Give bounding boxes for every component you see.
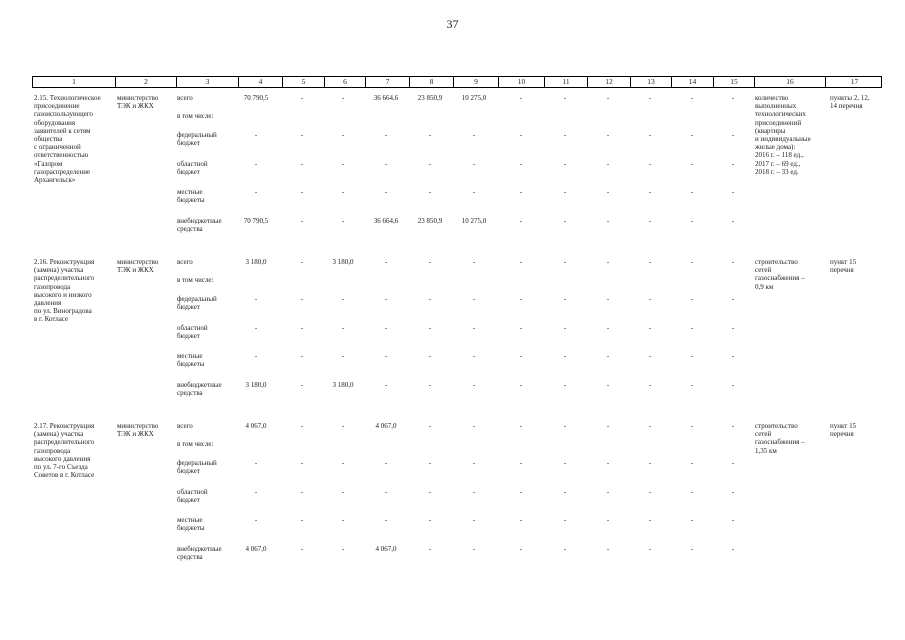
value-cell: -	[731, 516, 735, 524]
value-cell: -	[384, 258, 388, 266]
value-cell: -	[563, 352, 567, 360]
value-cell: -	[472, 545, 476, 553]
value-cell: -	[254, 131, 258, 139]
value-cell: 3 180,0	[245, 381, 267, 389]
value-cell: -	[254, 295, 258, 303]
value-cell: -	[384, 488, 388, 496]
value-cell: -	[428, 516, 432, 524]
header-cell: 2	[115, 77, 176, 87]
header-cell: 12	[587, 77, 630, 87]
value-cell: -	[606, 258, 610, 266]
value-cell: -	[690, 516, 694, 524]
value-cell: -	[472, 488, 476, 496]
value-cell: -	[519, 422, 523, 430]
value-cell: -	[384, 160, 388, 168]
value-cell: -	[690, 352, 694, 360]
executor: министерство ТЭК и ЖКХ	[117, 422, 159, 439]
value-cell: -	[254, 160, 258, 168]
header-cell: 1	[72, 77, 76, 86]
value-cell: -	[428, 160, 432, 168]
value-cell: -	[300, 381, 304, 389]
value-cell: -	[472, 188, 476, 196]
funding-source: всего	[177, 94, 193, 102]
value-cell: -	[519, 295, 523, 303]
funding-source: внебюджетные средства	[177, 217, 222, 234]
value-cell: -	[519, 131, 523, 139]
value-cell: -	[254, 352, 258, 360]
value-cell: -	[606, 94, 610, 102]
funding-source: внебюджетные средства	[177, 381, 222, 398]
value-cell: -	[472, 131, 476, 139]
value-cell: -	[472, 381, 476, 389]
value-cell: -	[428, 131, 432, 139]
value-cell: -	[428, 422, 432, 430]
value-cell: -	[648, 459, 652, 467]
page-number: 37	[446, 17, 459, 31]
measure-name: 2.16. Реконструкция (замена) участка распределительного газопровода высокого и низкого давления по ул. Виноградова в г. Котласе	[34, 258, 95, 324]
value-cell: -	[428, 352, 432, 360]
value-cell: -	[300, 488, 304, 496]
value-cell: -	[472, 258, 476, 266]
value-cell: -	[563, 258, 567, 266]
value-cell: -	[519, 188, 523, 196]
header-cell: 10	[498, 77, 544, 87]
value-cell: -	[341, 516, 345, 524]
value-cell: -	[648, 324, 652, 332]
value-cell: -	[341, 131, 345, 139]
value-cell: -	[563, 94, 567, 102]
value-cell: -	[300, 422, 304, 430]
value-cell: 70 790,5	[243, 94, 269, 102]
value-cell: -	[731, 422, 735, 430]
value-cell: 36 664,6	[373, 217, 399, 225]
value-cell: -	[606, 131, 610, 139]
value-cell: -	[731, 324, 735, 332]
value-cell: -	[606, 381, 610, 389]
value-cell: -	[341, 94, 345, 102]
value-cell: -	[472, 324, 476, 332]
value-cell: -	[690, 217, 694, 225]
value-cell: -	[384, 459, 388, 467]
value-cell: -	[341, 324, 345, 332]
value-cell: -	[254, 459, 258, 467]
funding-source: всего	[177, 258, 193, 266]
value-cell: -	[731, 160, 735, 168]
value-cell: -	[472, 516, 476, 524]
value-cell: -	[648, 131, 652, 139]
value-cell: -	[519, 516, 523, 524]
value-cell: -	[472, 295, 476, 303]
value-cell: -	[563, 160, 567, 168]
value-cell: -	[341, 217, 345, 225]
value-cell: -	[690, 488, 694, 496]
value-cell: -	[300, 258, 304, 266]
header-cell: 9	[453, 77, 498, 87]
value-cell: -	[690, 188, 694, 196]
value-cell: -	[428, 459, 432, 467]
value-cell: -	[731, 295, 735, 303]
value-cell: 10 275,0	[461, 94, 487, 102]
funding-source: областной бюджет	[177, 324, 208, 341]
value-cell: -	[731, 381, 735, 389]
value-cell: 36 664,6	[373, 94, 399, 102]
value-cell: 23 850,9	[417, 94, 443, 102]
value-cell: -	[606, 324, 610, 332]
value-cell: -	[648, 516, 652, 524]
value-cell: -	[648, 488, 652, 496]
header-cell: 15	[713, 77, 754, 87]
funding-source: всего	[177, 422, 193, 430]
executor: министерство ТЭК и ЖКХ	[117, 94, 159, 111]
value-cell: -	[519, 459, 523, 467]
value-cell: -	[341, 352, 345, 360]
funding-source: федеральный бюджет	[177, 459, 217, 476]
value-cell: -	[300, 188, 304, 196]
value-cell: -	[384, 516, 388, 524]
header-cell: 3	[176, 77, 238, 87]
header-cell: 17	[825, 77, 883, 87]
header-cell: 16	[754, 77, 825, 87]
value-cell: -	[519, 381, 523, 389]
measure-name: 2.17. Реконструкция (замена) участка распределительного газопровода высокого давления по ул. 7-го Съезда Советов в г. Котласе	[34, 422, 95, 480]
header-cell: 6	[324, 77, 365, 87]
header-cell: 14	[671, 77, 713, 87]
value-cell: -	[341, 188, 345, 196]
funding-source: в том числе:	[177, 276, 214, 284]
value-cell: -	[731, 459, 735, 467]
value-cell: 4 067,0	[245, 545, 267, 553]
funding-source: федеральный бюджет	[177, 295, 217, 312]
measure-name: 2.15. Технологическое присоединение газоиспользующего оборудования заявителей к сетям общества с ограниченной ответственностью «Газпром газораспределение Архангельск»	[34, 94, 101, 185]
header-cell: 5	[282, 77, 324, 87]
value-cell: -	[300, 545, 304, 553]
value-cell: 3 180,0	[245, 258, 267, 266]
value-cell: -	[731, 258, 735, 266]
value-cell: -	[690, 295, 694, 303]
value-cell: -	[300, 352, 304, 360]
value-cell: -	[563, 131, 567, 139]
value-cell: -	[648, 545, 652, 553]
value-cell: -	[648, 160, 652, 168]
value-cell: -	[384, 131, 388, 139]
value-cell: -	[690, 545, 694, 553]
value-cell: -	[690, 131, 694, 139]
value-cell: -	[648, 188, 652, 196]
executor: министерство ТЭК и ЖКХ	[117, 258, 159, 275]
value-cell: -	[606, 422, 610, 430]
list-reference: пункт 15 перечня	[830, 422, 857, 439]
funding-source: областной бюджет	[177, 488, 208, 505]
value-cell: -	[731, 352, 735, 360]
value-cell: -	[384, 381, 388, 389]
value-cell: -	[731, 188, 735, 196]
value-cell: -	[300, 131, 304, 139]
funding-source: в том числе:	[177, 112, 214, 120]
value-cell: -	[606, 545, 610, 553]
value-cell: -	[731, 545, 735, 553]
value-cell: -	[690, 422, 694, 430]
result-indicator: строительство сетей газоснабжения – 1,35 км	[755, 422, 805, 455]
value-cell: -	[300, 295, 304, 303]
value-cell: -	[472, 422, 476, 430]
funding-source: внебюджетные средства	[177, 545, 222, 562]
value-cell: -	[254, 516, 258, 524]
header-cell: 4	[238, 77, 282, 87]
value-cell: -	[254, 488, 258, 496]
value-cell: -	[384, 188, 388, 196]
value-cell: -	[563, 488, 567, 496]
value-cell: -	[300, 459, 304, 467]
value-cell: -	[690, 324, 694, 332]
funding-source: областной бюджет	[177, 160, 208, 177]
value-cell: -	[300, 160, 304, 168]
value-cell: -	[563, 188, 567, 196]
value-cell: -	[563, 324, 567, 332]
funding-source: местные бюджеты	[177, 352, 205, 369]
value-cell: -	[428, 295, 432, 303]
value-cell: -	[731, 94, 735, 102]
value-cell: -	[731, 217, 735, 225]
list-reference: пункт 15 перечня	[830, 258, 857, 275]
value-cell: -	[519, 488, 523, 496]
header-cell: 13	[630, 77, 671, 87]
value-cell: 4 067,0	[375, 422, 397, 430]
value-cell: -	[519, 258, 523, 266]
value-cell: -	[472, 459, 476, 467]
value-cell: -	[300, 217, 304, 225]
value-cell: -	[384, 295, 388, 303]
value-cell: -	[300, 324, 304, 332]
value-cell: 70 790,5	[243, 217, 269, 225]
value-cell: -	[690, 160, 694, 168]
value-cell: 4 067,0	[375, 545, 397, 553]
value-cell: -	[606, 188, 610, 196]
result-indicator: количество выполненных технологических присоединений (квартиры и индивидуальные жилые дома): 2016 г. – 118 ед., 2017 г. – 69 ед., 2018 г. – 33 ед.	[755, 94, 811, 176]
value-cell: -	[341, 295, 345, 303]
value-cell: -	[428, 188, 432, 196]
value-cell: -	[519, 160, 523, 168]
value-cell: -	[428, 545, 432, 553]
value-cell: -	[384, 352, 388, 360]
value-cell: -	[254, 188, 258, 196]
value-cell: -	[648, 422, 652, 430]
value-cell: 23 850,9	[417, 217, 443, 225]
value-cell: -	[254, 324, 258, 332]
value-cell: -	[606, 217, 610, 225]
value-cell: -	[563, 459, 567, 467]
value-cell: -	[472, 352, 476, 360]
value-cell: 3 180,0	[332, 258, 354, 266]
value-cell: -	[428, 381, 432, 389]
value-cell: -	[519, 545, 523, 553]
funding-source: местные бюджеты	[177, 516, 205, 533]
value-cell: -	[606, 295, 610, 303]
value-cell: -	[300, 516, 304, 524]
value-cell: -	[428, 258, 432, 266]
value-cell: -	[341, 545, 345, 553]
funding-source: местные бюджеты	[177, 188, 205, 205]
value-cell: -	[428, 488, 432, 496]
value-cell: -	[341, 422, 345, 430]
result-indicator: строительство сетей газоснабжения – 0,9 км	[755, 258, 805, 291]
value-cell: -	[606, 459, 610, 467]
funding-source: федеральный бюджет	[177, 131, 217, 148]
value-cell: -	[690, 258, 694, 266]
value-cell: -	[341, 488, 345, 496]
value-cell: -	[690, 381, 694, 389]
value-cell: -	[648, 258, 652, 266]
value-cell: -	[519, 217, 523, 225]
value-cell: -	[690, 459, 694, 467]
funding-source: в том числе:	[177, 440, 214, 448]
value-cell: -	[519, 352, 523, 360]
value-cell: -	[563, 295, 567, 303]
value-cell: -	[606, 488, 610, 496]
value-cell: -	[428, 324, 432, 332]
value-cell: -	[731, 131, 735, 139]
value-cell: -	[300, 94, 304, 102]
value-cell: -	[648, 94, 652, 102]
value-cell: -	[341, 160, 345, 168]
value-cell: -	[606, 352, 610, 360]
value-cell: -	[648, 352, 652, 360]
header-cell: 11	[544, 77, 587, 87]
value-cell: -	[563, 516, 567, 524]
value-cell: -	[606, 516, 610, 524]
value-cell: 4 067,0	[245, 422, 267, 430]
table-header-row	[32, 76, 882, 88]
value-cell: -	[341, 459, 345, 467]
value-cell: -	[384, 324, 388, 332]
value-cell: 10 275,0	[461, 217, 487, 225]
header-cell: 8	[409, 77, 453, 87]
value-cell: -	[606, 160, 610, 168]
value-cell: -	[731, 488, 735, 496]
value-cell: -	[563, 545, 567, 553]
value-cell: -	[690, 94, 694, 102]
header-cell: 7	[365, 77, 409, 87]
list-reference: пункты 2, 12, 14 перечня	[830, 94, 870, 111]
value-cell: -	[648, 295, 652, 303]
value-cell: -	[563, 217, 567, 225]
value-cell: -	[563, 422, 567, 430]
value-cell: -	[563, 381, 567, 389]
value-cell: 3 180,0	[332, 381, 354, 389]
value-cell: -	[519, 324, 523, 332]
value-cell: -	[519, 94, 523, 102]
value-cell: -	[472, 160, 476, 168]
value-cell: -	[648, 381, 652, 389]
value-cell: -	[648, 217, 652, 225]
